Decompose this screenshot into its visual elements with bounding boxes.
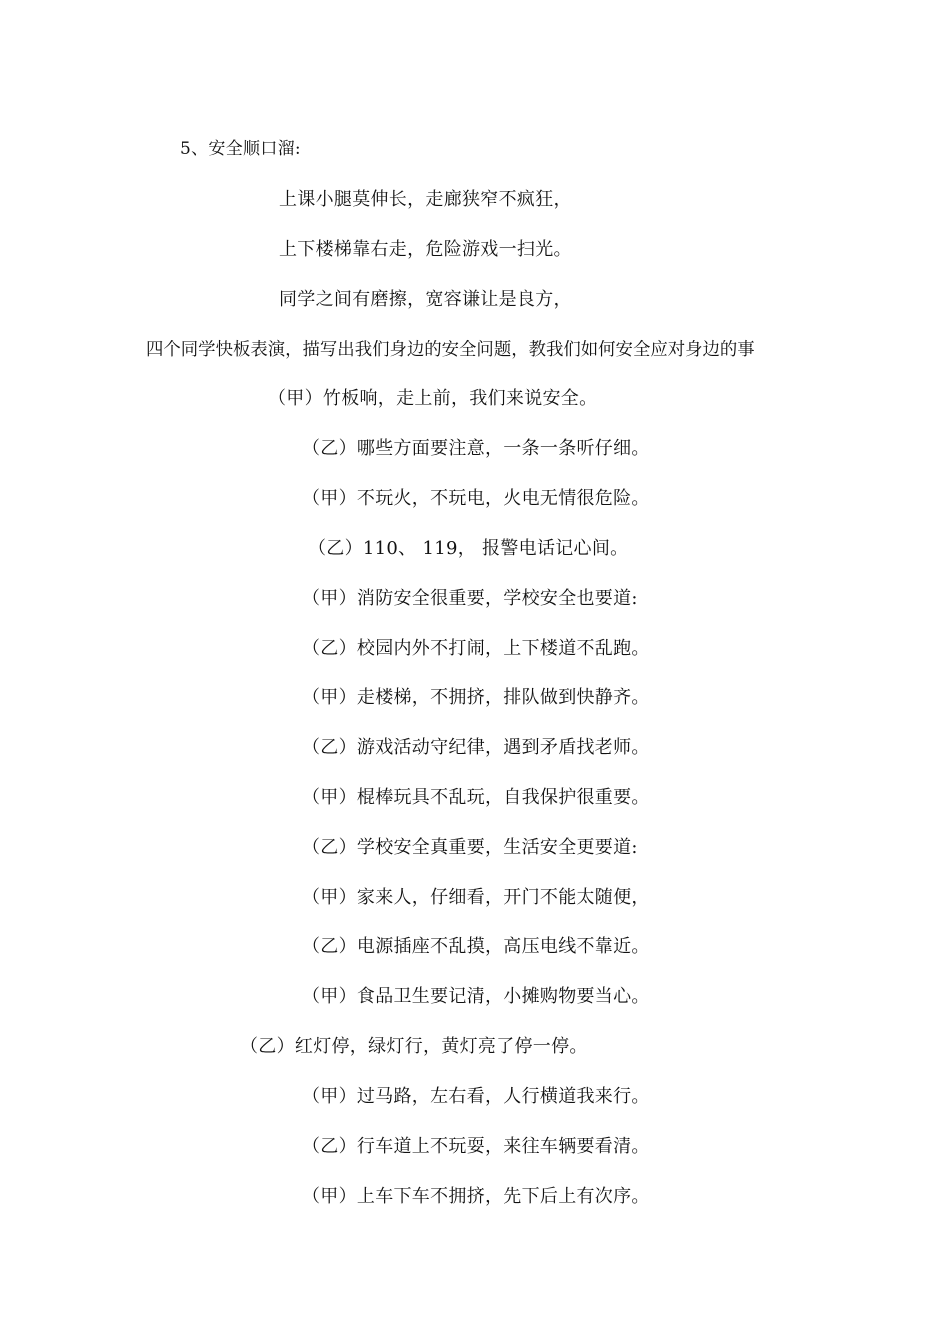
dialogue-line: （乙）行车道上不玩耍，来往车辆要看清。 xyxy=(302,1136,650,1157)
dialogue-line: （甲）走楼梯，不拥挤，排队做到快静齐。 xyxy=(302,687,650,708)
dialogue-line: （甲）竹板响，走上前，我们来说安全。 xyxy=(268,388,598,409)
poem-line: 同学之间有磨擦，宽容谦让是良方， xyxy=(279,289,572,310)
poem-line: 上课小腿莫伸长，走廊狭窄不疯狂， xyxy=(279,189,572,210)
dialogue-line: （乙）游戏活动守纪律，遇到矛盾找老师。 xyxy=(302,737,650,758)
dialogue-line: （甲）过马路，左右看，人行横道我来行。 xyxy=(302,1086,650,1107)
dialogue-line: （甲）上车下车不拥挤，先下后上有次序。 xyxy=(302,1186,650,1207)
dialogue-line: （乙）电源插座不乱摸，高压电线不靠近。 xyxy=(302,936,650,957)
dialogue-line: （乙）110、 119， 报警电话记心间。 xyxy=(308,538,629,559)
dialogue-line: （甲）不玩火，不玩电，火电无情很危险。 xyxy=(302,488,650,509)
poem-line: 上下楼梯靠右走，危险游戏一扫光。 xyxy=(279,239,572,260)
dialogue-line: （乙）红灯停，绿灯行，黄灯亮了停一停。 xyxy=(240,1036,588,1057)
dialogue-line: （乙）校园内外不打闹，上下楼道不乱跑。 xyxy=(302,638,650,659)
dialogue-line: （甲）棍棒玩具不乱玩，自我保护很重要。 xyxy=(302,787,650,808)
dialogue-line: （乙）哪些方面要注意，一条一条听仔细。 xyxy=(302,438,650,459)
dialogue-line: （甲）食品卫生要记清，小摊购物要当心。 xyxy=(302,986,650,1007)
dialogue-line: （甲）消防安全很重要，学校安全也要道: xyxy=(302,588,638,609)
dialogue-line: （甲）家来人，仔细看，开门不能太随便， xyxy=(302,887,650,908)
intro-paragraph: 四个同学快板表演，描写出我们身边的安全问题，教我们如何安全应对身边的事 xyxy=(146,340,755,360)
section-heading: 5、安全顺口溜: xyxy=(180,139,301,159)
dialogue-line: （乙）学校安全真重要，生活安全更要道: xyxy=(302,837,638,858)
